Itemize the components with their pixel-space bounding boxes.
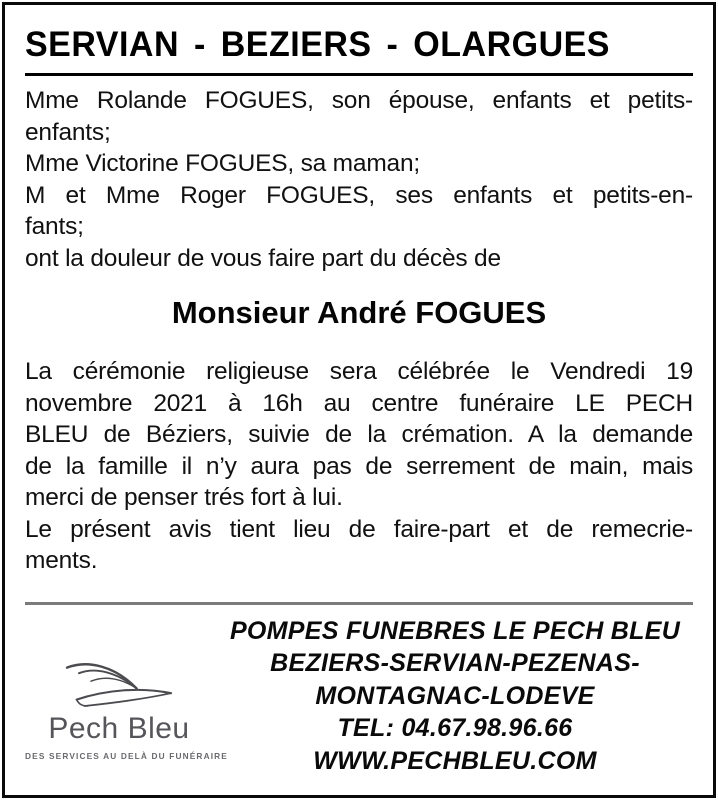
swallow-bird-icon — [59, 658, 179, 710]
contact-line: POMPES FUNEBRES LE PECH BLEU — [229, 616, 681, 645]
towns-header: SERVIAN - BEZIERS - OLARGUES — [25, 25, 610, 65]
ceremony-line: ments. — [25, 547, 98, 574]
funeral-home-footer — [25, 605, 693, 778]
family-line: Mme Victorine FOGUES, sa maman; — [25, 150, 420, 177]
contact-line: BEZIERS-SERVIAN-PEZENAS- — [270, 649, 640, 677]
family-line: enfants; — [25, 118, 111, 146]
death-notice-sheet — [2, 2, 716, 798]
deceased-name: Monsieur André FOGUES — [171, 295, 547, 330]
family-line: M et Mme Roger FOGUES, ses enfants et petits-en- — [25, 181, 693, 209]
logo-wordmark: Pech Bleu — [48, 712, 190, 746]
contact-line: MONTAGNAC-LODEVE — [315, 681, 595, 710]
contact-line: TEL: 04.67.98.96.66 — [337, 714, 573, 742]
ceremony-paragraph — [25, 356, 693, 577]
funeral-home-contact — [213, 615, 693, 778]
family-line: fants; — [25, 213, 84, 240]
logo-tagline: DES SERVICES AU DELÀ DU FUNÉRAIRE — [25, 751, 228, 762]
ceremony-line: merci de penser trés fort à lui. — [25, 484, 343, 511]
notice-header-block — [25, 25, 693, 76]
contact-line: WWW.PECHBLEU.COM — [313, 746, 597, 775]
ceremony-line: novembre 2021 à 16h au centre funéraire LE PECH — [25, 389, 693, 417]
ceremony-line: de la famille il n’y aura pas de serrement de main, mais — [25, 452, 693, 480]
family-paragraph — [25, 85, 693, 274]
pech-bleu-logo — [25, 630, 228, 762]
ceremony-line: BLEU de Béziers, suivie de la crémation. A la demande — [25, 421, 693, 448]
family-line: Mme Rolande FOGUES, son épouse, enfants et petits- — [25, 87, 693, 114]
ceremony-line: Le présent avis tient lieu de faire-part et de remecrie- — [25, 515, 693, 543]
ceremony-line: La cérémonie religieuse sera célébrée le Vendredi 19 — [25, 358, 693, 385]
family-line: ont la douleur de vous faire part du décès de — [25, 244, 501, 272]
